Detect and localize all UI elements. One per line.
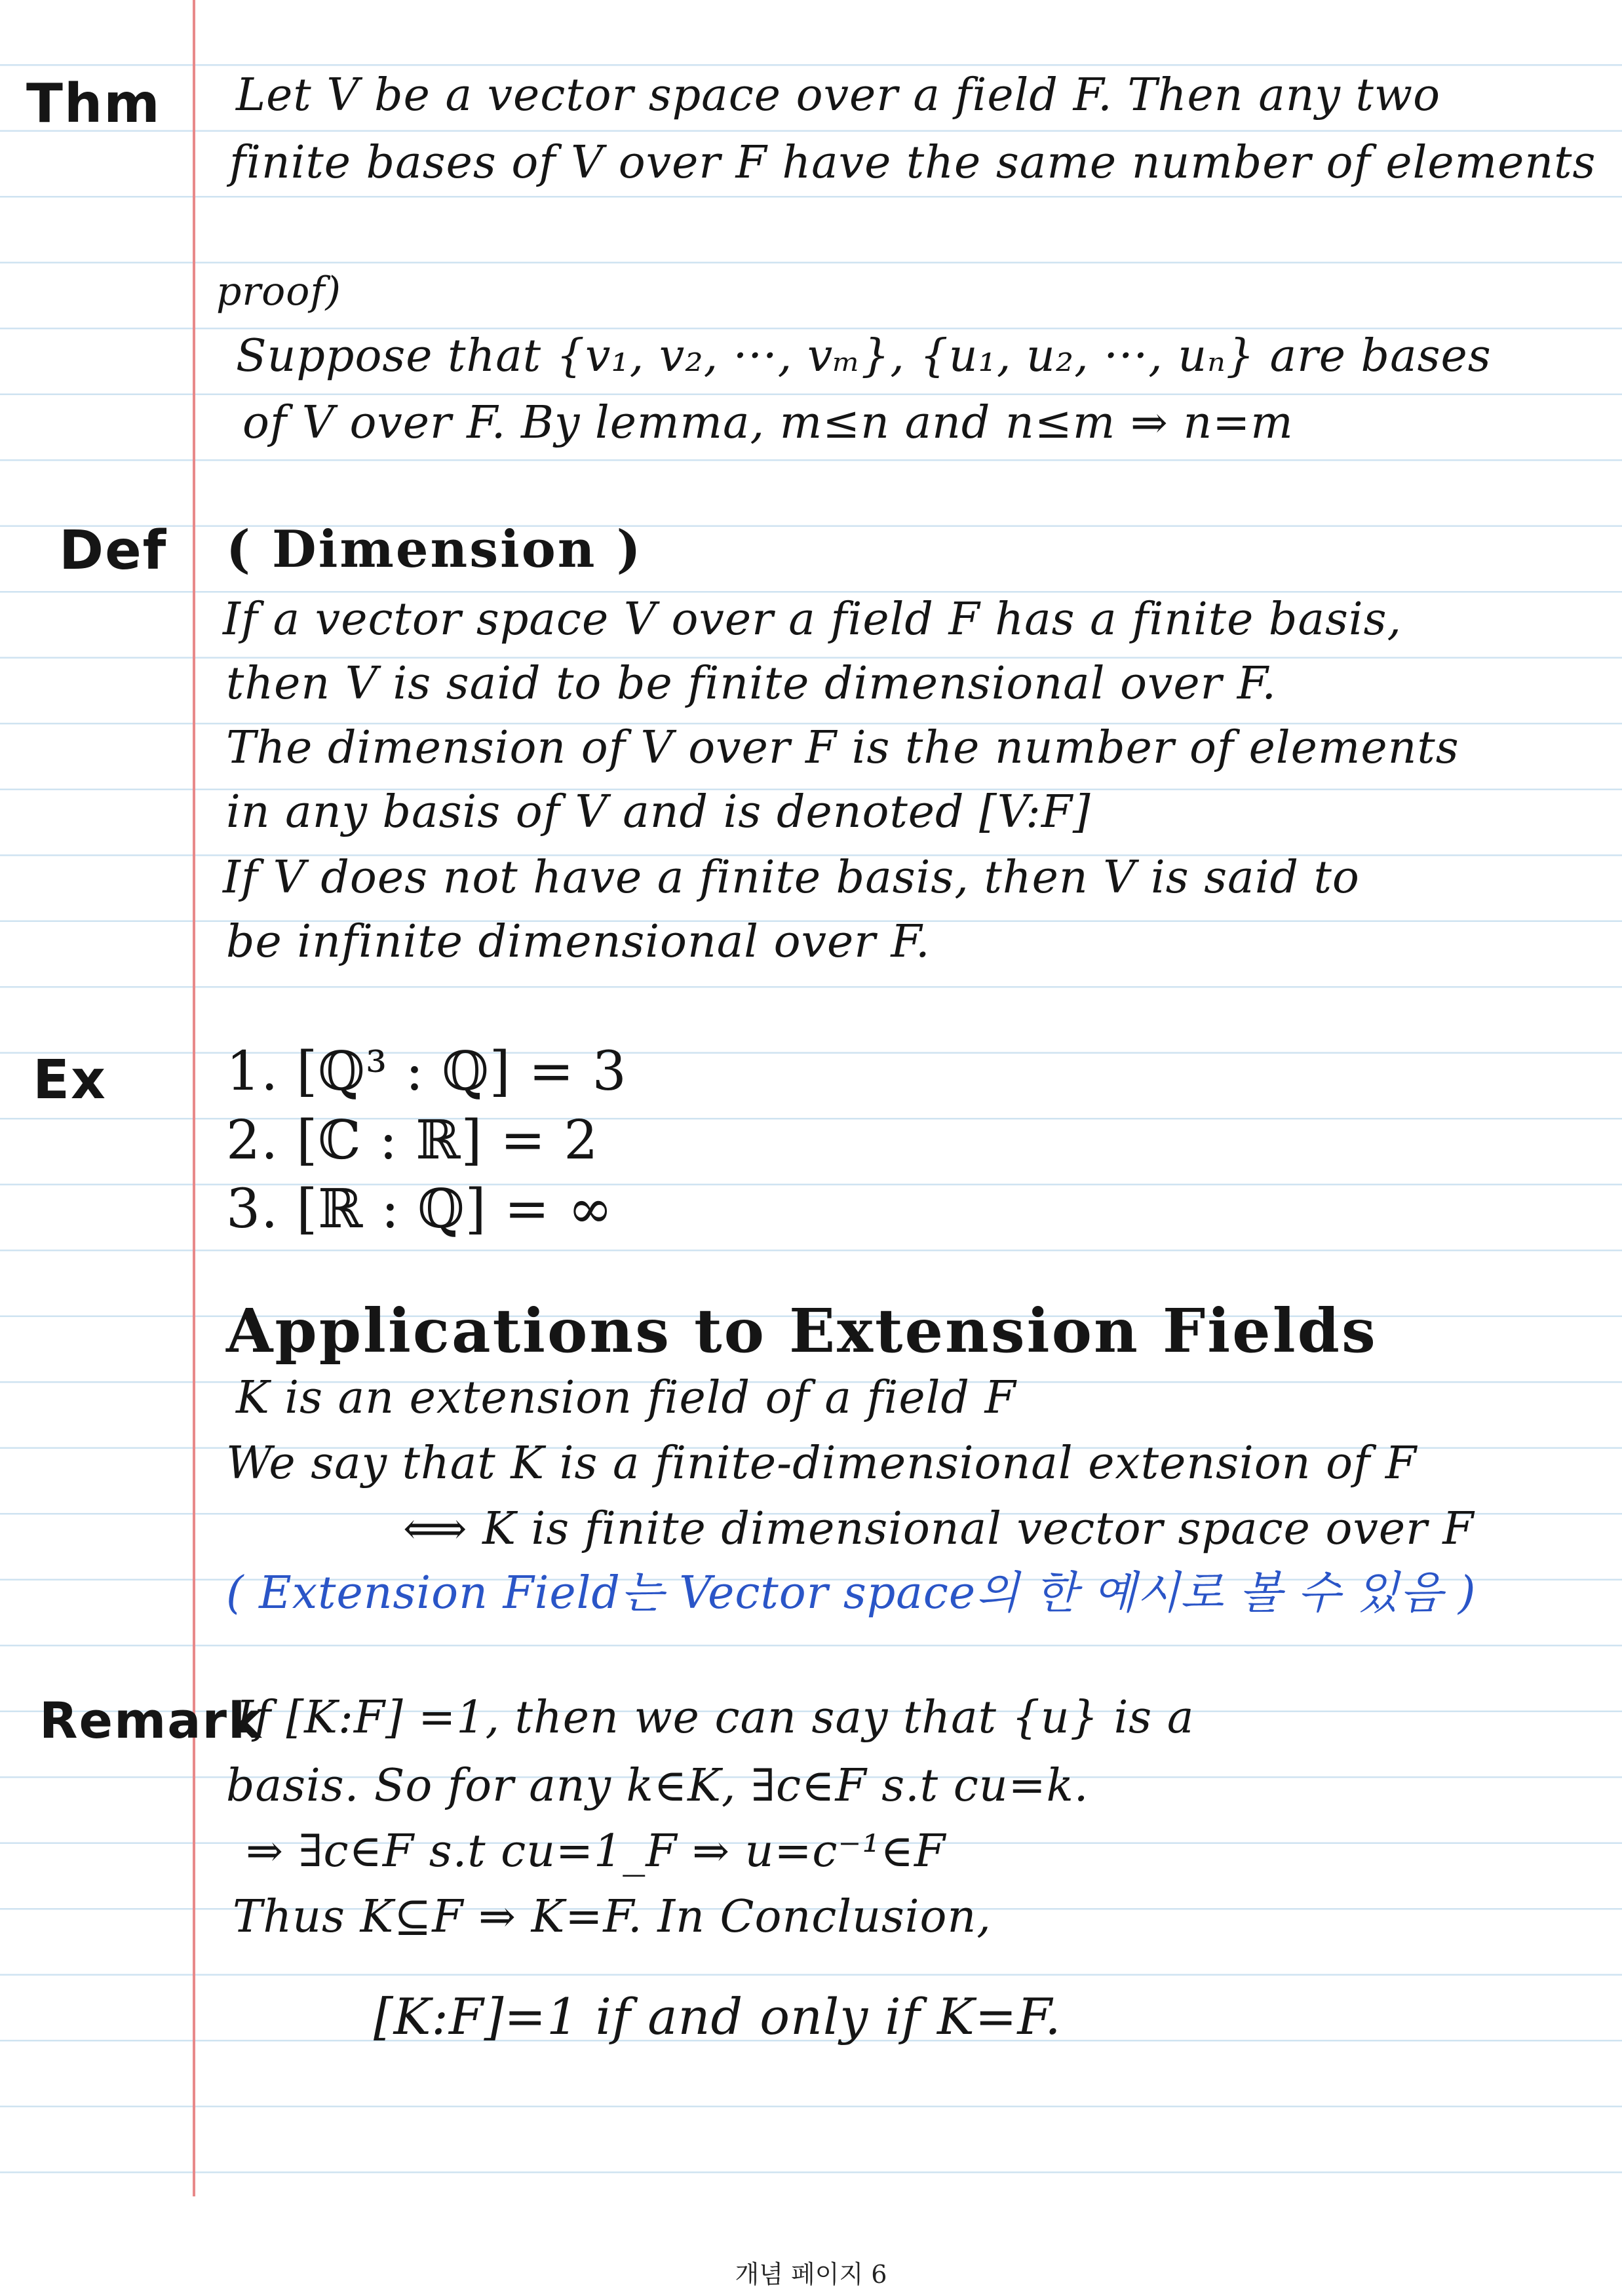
definition-line-2: then V is said to be finite dimensional over F. <box>226 658 1277 710</box>
theorem-line-2: finite bases of V over F have the same number of elements <box>229 137 1596 189</box>
example-3: 3. [ℝ : ℚ] = ∞ <box>226 1178 613 1240</box>
proof-line-2: of V over F. By lemma, m≤n and n≤m ⇒ n=m <box>242 397 1294 449</box>
applications-line-2: We say that K is a finite-dimensional extension of F <box>226 1438 1418 1489</box>
def-label: Def <box>59 520 168 582</box>
example-2: 2. [ℂ : ℝ] = 2 <box>226 1109 599 1172</box>
proof-line-1: Suppose that {v₁, v₂, ···, vₘ}, {u₁, u₂, ···, uₙ} are bases <box>236 330 1492 382</box>
example-1: 1. [ℚ³ : ℚ] = 3 <box>226 1041 627 1103</box>
ex-label: Ex <box>33 1049 107 1111</box>
definition-line-6: be infinite dimensional over F. <box>226 916 931 968</box>
applications-line-3: ⟺ K is finite dimensional vector space over F <box>403 1503 1475 1555</box>
proof-label: proof) <box>216 269 341 315</box>
applications-line-1: K is an extension field of a field F <box>236 1372 1016 1424</box>
applications-note: ( Extension Field는 Vector space의 한 예시로 볼 수 있음 ) <box>226 1567 1477 1619</box>
definition-line-3: The dimension of V over F is the number of elements <box>226 722 1459 774</box>
applications-heading: Applications to Extension Fields <box>226 1295 1378 1366</box>
remark-line-4: Thus K⊆F ⇒ K=F. In Conclusion, <box>233 1891 992 1943</box>
definition-line-5: If V does not have a finite basis, then V is said to <box>223 852 1360 904</box>
margin-line <box>193 0 195 2196</box>
definition-line-1: If a vector space V over a field F has a finite basis, <box>223 594 1402 645</box>
remark-line-2: basis. So for any k∈K, ∃c∈F s.t cu=k. <box>226 1760 1089 1812</box>
page-footer: 개념 페이지 6 <box>735 2260 887 2289</box>
remark-line-3: ⇒ ∃c∈F s.t cu=1_F ⇒ u=c⁻¹∈F <box>246 1826 946 1877</box>
theorem-line-1: Let V be a vector space over a field F. Then any two <box>236 69 1441 121</box>
thm-label: Thm <box>26 73 161 135</box>
remark-conclusion: [K:F]=1 if and only if K=F. <box>374 1987 1062 2046</box>
definition-heading: ( Dimension ) <box>226 520 643 579</box>
definition-line-4: in any basis of V and is denoted [V:F] <box>226 786 1091 838</box>
remark-label: Remark <box>39 1691 263 1750</box>
remark-line-1: If [K:F] =1, then we can say that {u} is a <box>236 1692 1195 1744</box>
